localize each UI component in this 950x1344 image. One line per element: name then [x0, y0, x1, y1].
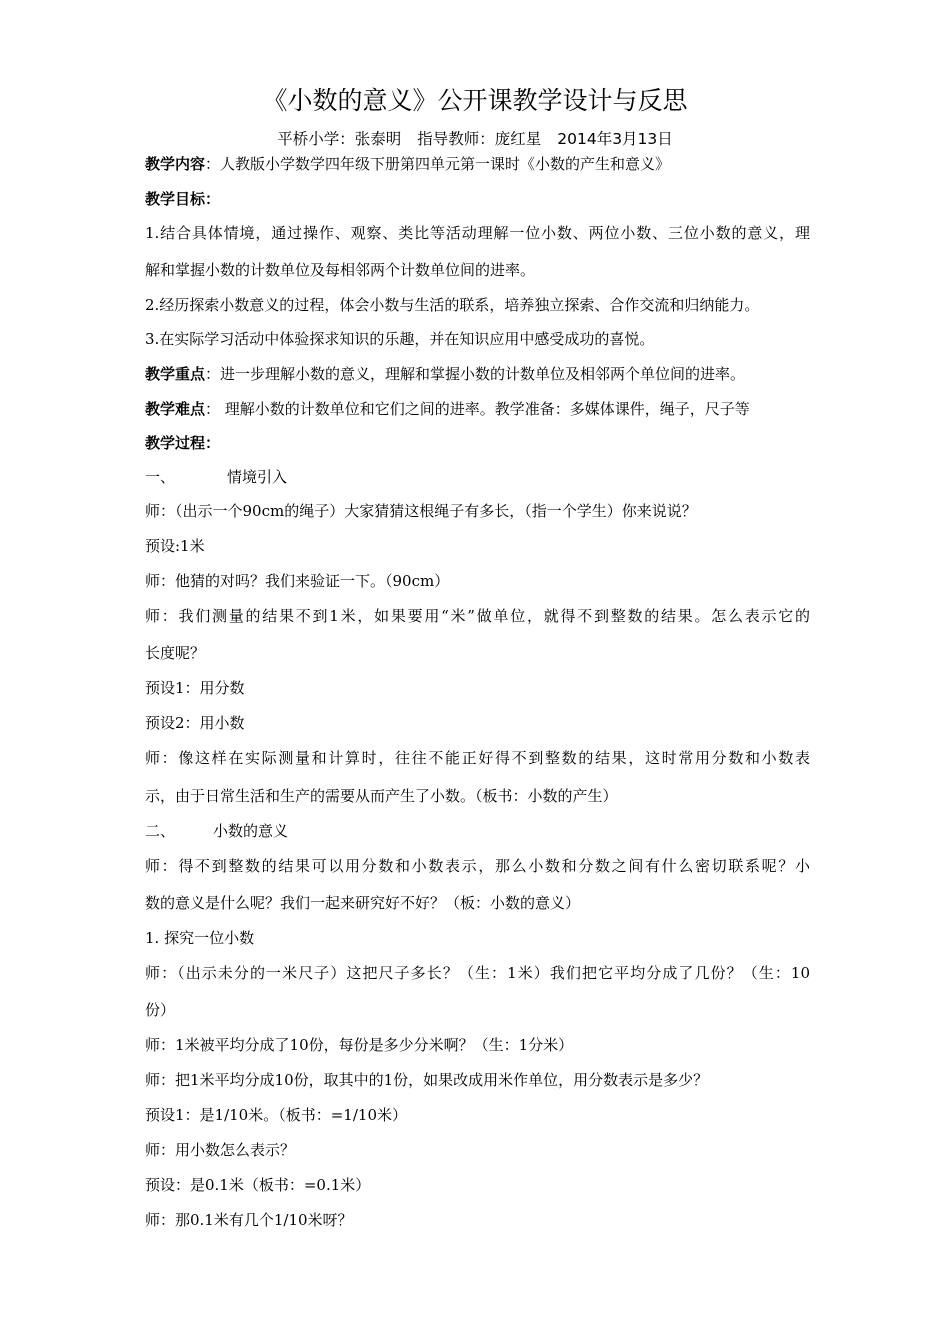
section-1-heading — [145, 466, 810, 488]
key-point — [145, 363, 810, 385]
s1-line: 师：像这样在实际测量和计算时，往往不能正好得不到整数的结果，这时常用分数和小数表 — [145, 749, 810, 767]
teaching-content — [145, 153, 810, 175]
s2-line: 师：那0.1米有几个1/10米呀？ — [145, 1211, 353, 1229]
goal-3: 3.在实际学习活动中体验探求知识的乐趣，并在知识应用中感受成功的喜悦。 — [145, 330, 655, 348]
section-2-number: 二、 — [145, 822, 176, 840]
s1-line: 师：我们测量的结果不到1米，如果要用“米”做单位，就得不到整数的结果。怎么表示它的 — [145, 607, 810, 625]
date: 2014年3月13日 — [557, 130, 673, 148]
s1-line: 师：他猜的对吗？我们来验证一下。（90cm） — [145, 572, 450, 590]
s1-line: 长度呢？ — [145, 644, 206, 662]
teaching-goals-label: 教学目标 — [145, 190, 206, 208]
s1-line: 预设:1米 — [145, 537, 205, 555]
s2-line: 预设：是0.1米（板书：=0.1米） — [145, 1176, 371, 1194]
teaching-goals-heading: 教学目标： — [145, 190, 221, 208]
s2-line: 师：把1米平均分成10份，取其中的1份，如果改成用米作单位，用分数表示是多少？ — [145, 1071, 709, 1089]
s2-line: 师：1米被平均分成了10份，每份是多少分米啊？（生：1分米） — [145, 1036, 574, 1054]
section-2-title: 小数的意义 — [213, 822, 289, 840]
process-label: 教学过程 — [145, 434, 206, 452]
s2-line: 师：（出示未分的一米尺子）这把尺子多长？（生：1米）我们把它平均分成了几份？（生：10 — [145, 964, 810, 982]
teaching-content-text: ：人教版小学数学四年级下册第四单元第一课时《小数的产生和意义》 — [205, 155, 671, 173]
section-2-heading — [145, 820, 810, 842]
difficulty-label: 教学难点 — [145, 400, 206, 418]
key-point-text: ：进一步理解小数的意义，理解和掌握小数的计数单位及相邻两个单位间的进率。 — [205, 365, 746, 383]
s2-line: 预设1：是1/10米。（板书：=1/10米） — [145, 1106, 407, 1124]
goal-1-line-2: 解和掌握小数的计数单位及每相邻两个计数单位间的进率。 — [145, 261, 536, 279]
process-heading: 教学过程： — [145, 434, 221, 452]
s2-line: 师：用小数怎么表示？ — [145, 1141, 296, 1159]
s2-line: 数的意义是什么呢？我们一起来研究好不好？（板：小数的意义） — [145, 894, 581, 912]
byline — [0, 127, 950, 151]
difficulty-text: ： 理解小数的计数单位和它们之间的进率。教学准备：多媒体课件，绳子，尺子等 — [205, 400, 750, 418]
section-1-number: 一、 — [145, 468, 176, 486]
section-1-title: 情境引入 — [227, 468, 288, 486]
s2-line: 1. 探究一位小数 — [145, 929, 255, 947]
advisor: 指导教师：庞红星 — [417, 130, 542, 148]
key-point-label: 教学重点 — [145, 365, 206, 383]
s2-line: 份） — [145, 1001, 176, 1019]
school-author: 平桥小学：张泰明 — [277, 130, 402, 148]
document-title: 《小数的意义》公开课教学设计与反思 — [262, 86, 688, 115]
goal-1-line-1: 1.结合具体情境，通过操作、观察、类比等活动理解一位小数、两位小数、三位小数的意义，理 — [145, 224, 810, 242]
s1-line: 预设2：用小数 — [145, 714, 245, 732]
goal-2: 2.经历探索小数意义的过程，体会小数与生活的联系，培养独立探索、合作交流和归纳能力。 — [145, 296, 760, 314]
s2-line: 师：得不到整数的结果可以用分数和小数表示，那么小数和分数之间有什么密切联系呢？小 — [145, 857, 810, 875]
s1-line: 示，由于日常生活和生产的需要从而产生了小数。（板书：小数的产生） — [145, 787, 618, 805]
difficulty — [145, 398, 810, 420]
s1-line: 预设1：用分数 — [145, 679, 245, 697]
teaching-content-label: 教学内容 — [145, 155, 206, 173]
s1-line: 师：（出示一个90cm的绳子）大家猜猜这根绳子有多长，（指一个学生）你来说说？ — [145, 502, 697, 520]
